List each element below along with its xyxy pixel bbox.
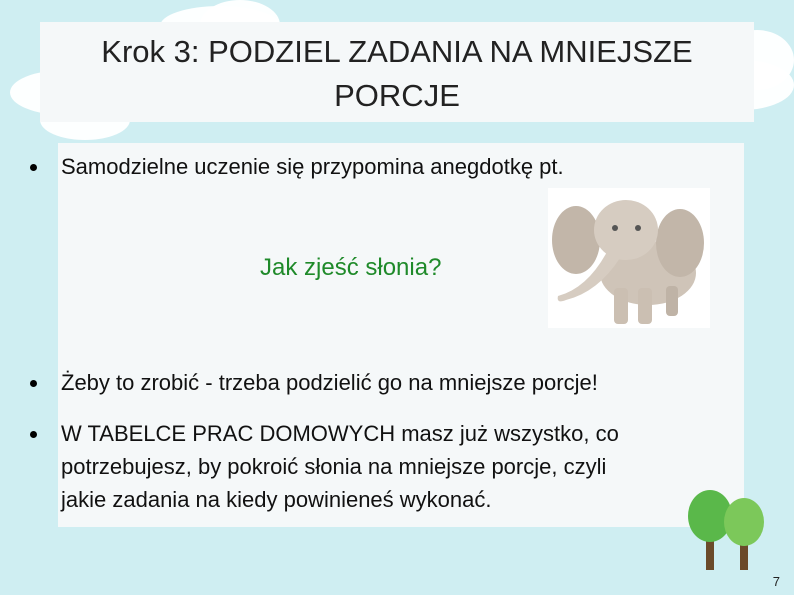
- bullet-text-line-3: jakie zadania na kiedy powinieneś wykonać.: [61, 487, 492, 512]
- bullet-dot: [30, 431, 37, 438]
- bullet-text-line-1: W TABELCE PRAC DOMOWYCH masz już wszystko, co: [61, 421, 619, 446]
- bullet-text: Żeby to zrobić - trzeba podzielić go na mniejsze porcje!: [61, 370, 598, 395]
- page-number: 7: [772, 574, 780, 589]
- elephant-illustration: [548, 188, 710, 328]
- highlight-question: Jak zjeść słonia?: [260, 254, 442, 281]
- tree-icon: [680, 488, 780, 573]
- bullet-text-line-2: potrzebujesz, by pokroić słonia na mniejsze porcje, czyli: [61, 454, 607, 479]
- bullet-dot: [30, 380, 37, 387]
- title-line-2: PORCJE: [334, 78, 460, 113]
- bullet-dot: [30, 164, 37, 171]
- bullet-text: Samodzielne uczenie się przypomina anegdotkę pt.: [61, 154, 564, 179]
- slide-title: [40, 30, 754, 118]
- title-line-1: Krok 3: PODZIEL ZADANIA NA MNIEJSZE: [101, 34, 693, 69]
